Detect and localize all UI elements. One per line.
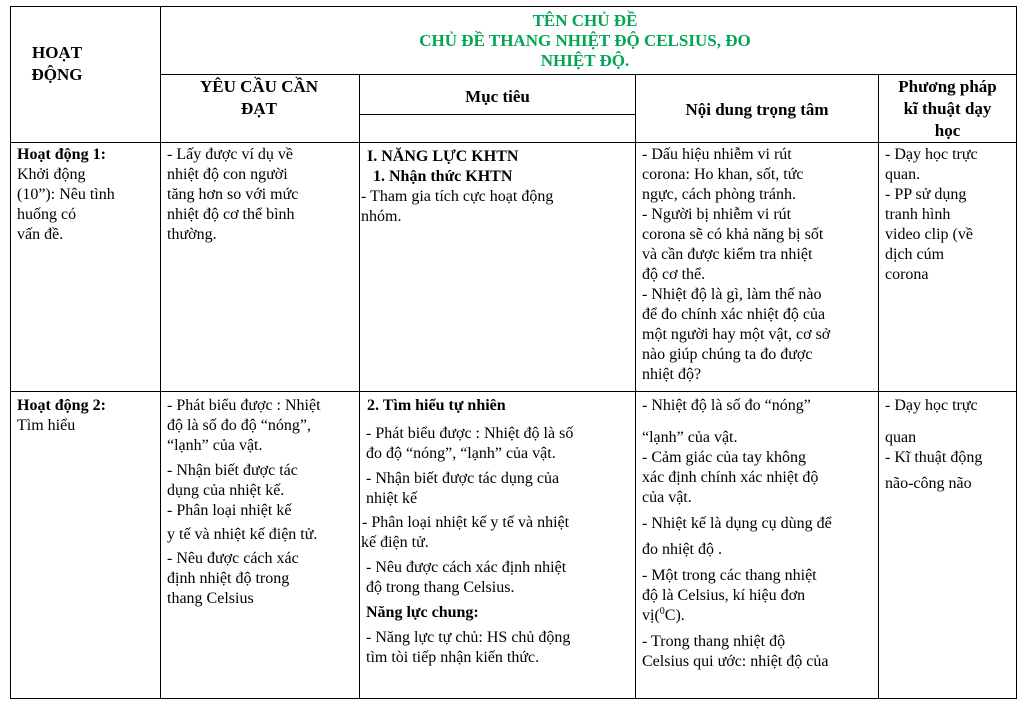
- row2-yeu-cau: - Phát biểu được : Nhiệt độ là số đo độ “nóng”, “lạnh” của vật. - Nhận biết được tác dụng của nhiệt kế. - Phân loại nhiệt kế y tế và nhiệt kế điện tử. - Nêu được cách xác định nhiệt độ trong thang Celsius: [167, 397, 321, 607]
- row1-muc-tieu: I. NĂNG LỰC KHTN 1. Nhận thức KHTN - Tham gia tích cực hoạt động nhóm.: [361, 148, 554, 225]
- row1-noi-dung: - Dấu hiệu nhiễm vi rút corona: Ho khan, sốt, tức ngực, cách phòng tránh. - Người bị nhiễm vi rút corona sẽ có khả năng bị sốt và cần được kiểm tra nhiệt độ cơ thể. - Nhiệt độ là gì, làm thế nào để đo chính xác nhiệt độ của một người hay một vật, cơ sở nào giúp chúng ta đo được nhiệt độ?: [642, 146, 831, 383]
- row1-phuong-phap: - Dạy học trực quan. - PP sử dụng tranh hình video clip (về dịch cúm corona: [885, 146, 978, 283]
- celsius-unit-line: vị($^0$C).: [642, 606, 685, 624]
- header-yeu-cau: YÊU CẦU CẦN ĐẠT: [199, 77, 319, 118]
- header-muc-tieu: Mục tiêu: [465, 87, 530, 106]
- row1-activity: Hoạt động 1: Khởi động (10”): Nêu tình huống có vấn đề.: [17, 146, 115, 243]
- row2-phuong-phap: - Dạy học trực quan - Kĩ thuật động não-công não: [885, 397, 983, 492]
- row2-muc-tieu: 2. Tìm hiểu tự nhiên - Phát biểu được : Nhiệt độ là số đo độ “nóng”, “lạnh” của vật. - Nhận biết được tác dụng của nhiệt kế - Phân loại nhiệt kế y tế và nhiệt kế điện tử. - Nêu được cách xác định nhiệt độ trong thang Celsius. Năng lực chung: - Năng lực tự chủ: HS chủ động tìm tòi tiếp nhận kiến thức.: [361, 397, 574, 666]
- row2-noi-dung: - Nhiệt độ là số đo “nóng” “lạnh” của vật. - Cảm giác của tay không xác định chính xác nhiệt độ của vật. - Nhiệt kế là dụng cụ dùng để đo nhiệt độ . - Một trong các thang nhiệt độ là Celsius, kí hiệu đơn vị($^0$C). - Trong thang nhiệt độ Celsius qui ước: nhiệt độ của: [642, 397, 832, 670]
- header-hoat-dong: HOẠT ĐỘNG: [31, 43, 83, 84]
- topic-title: TÊN CHỦ ĐỀ CHỦ ĐỀ THANG NHIỆT ĐỘ CELSIUS, ĐO NHIỆT ĐỘ.: [419, 11, 751, 70]
- header-noi-dung: Nội dung trọng tâm: [685, 100, 829, 119]
- row1-yeu-cau: - Lấy được ví dụ về nhiệt độ con người tăng hơn so với mức nhiệt độ cơ thể bình thường.: [167, 146, 299, 243]
- row2-activity: Hoạt động 2: Tìm hiểu: [17, 397, 106, 434]
- header-phuong-phap: Phương pháp kĩ thuật dạy học: [898, 77, 997, 140]
